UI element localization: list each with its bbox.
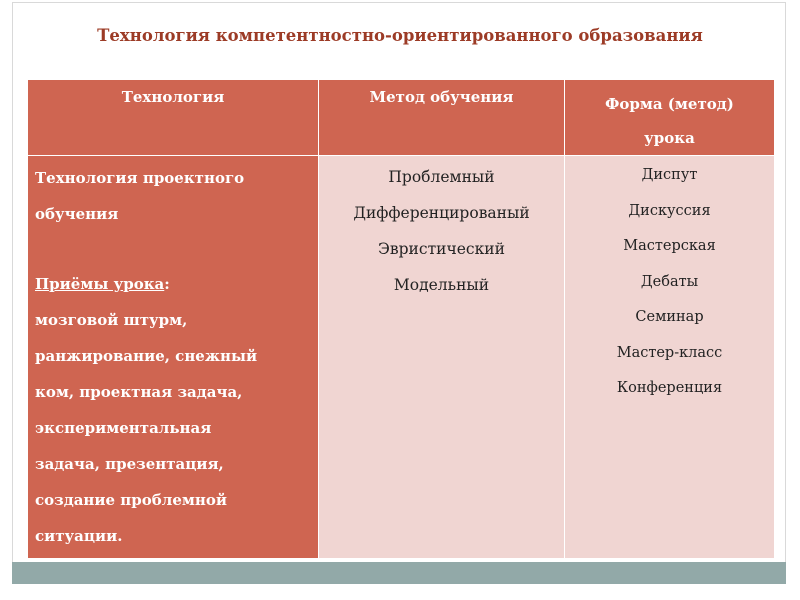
method-item: Дифференцированый [353, 204, 530, 222]
technique-line: мозговой штурм, [35, 311, 188, 329]
bottom-bar [12, 562, 786, 584]
techniques-heading: Приёмы урока: [35, 275, 170, 293]
header-technology: Технология [28, 80, 319, 156]
header-method: Метод обучения [319, 80, 565, 156]
technology-line: обучения [35, 205, 119, 223]
technique-line: ком, проектная задача, [35, 383, 243, 401]
technique-line: экспериментальная [35, 419, 212, 437]
method-item: Модельный [393, 276, 490, 294]
method-item: Проблемный [388, 168, 495, 186]
technique-line: ранжирование, снежный [35, 347, 258, 365]
forms-cell [565, 156, 775, 559]
table-header-row [28, 80, 775, 156]
form-item: Семинар [635, 309, 704, 325]
form-item: Конференция [616, 380, 723, 396]
methods-cell [319, 156, 565, 559]
form-item: Мастер-класс [616, 344, 723, 361]
table-row [28, 156, 775, 559]
slide-title: Технология компетентностно-ориентированного образования [97, 26, 703, 45]
form-item: Дискуссия [628, 202, 711, 219]
form-item: Дебаты [640, 273, 699, 290]
form-item: Диспут [641, 167, 698, 183]
competency-table [27, 79, 775, 559]
header-form: Форма (метод) урока [565, 80, 775, 156]
technique-line: ситуации. [35, 527, 123, 545]
technique-line: создание проблемной [35, 491, 228, 509]
technique-line: задача, презентация, [35, 455, 224, 473]
method-item: Эвристический [378, 240, 505, 258]
technology-line: Технология проектного [35, 169, 245, 187]
form-item: Мастерская [623, 238, 716, 254]
technology-cell [28, 156, 319, 559]
